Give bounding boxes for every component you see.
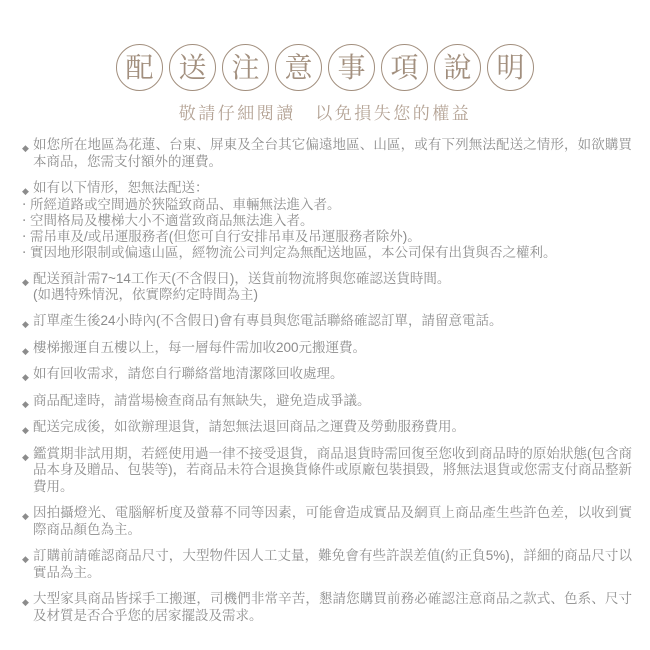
notice-text: 配送完成後，如欲辦理退貨，請恕無法退回商品之運費及勞動服務費用。 — [33, 419, 465, 434]
notice-item — [22, 548, 632, 581]
notice-note: (如遇特殊情況，依實際約定時間為主) — [33, 287, 258, 302]
notice-list — [22, 137, 632, 624]
diamond-bullet-icon: ◆ — [22, 186, 29, 196]
diamond-bullet-icon: ◆ — [22, 372, 29, 382]
title-char-circle: 項 — [381, 44, 428, 91]
title-char-circle: 送 — [169, 44, 216, 91]
diamond-bullet-icon: ◆ — [22, 398, 29, 409]
notice-item — [22, 180, 632, 261]
notice-item — [22, 393, 632, 410]
notice-item — [22, 137, 632, 170]
sub-item-text: 所經道路或空間過於狹隘致商品、車輛無法進入者。 — [30, 196, 341, 212]
notice-item — [22, 591, 632, 624]
notice-item — [22, 366, 632, 383]
page-title — [0, 44, 650, 91]
notice-item — [22, 505, 632, 538]
notice-sub-item — [22, 213, 632, 229]
notice-text: 配送預計需7~14工作天(不含假日)，送貨前物流將與您確認送貨時間。 — [33, 270, 451, 286]
notice-item — [22, 271, 632, 304]
notice-text: 如您所在地區為花蓮、台東、屏東及全台其它偏遠地區、山區，或有下列無法配送之情形，如欲購買本商品，您需支付額外的運費。 — [33, 137, 632, 169]
diamond-bullet-icon: ◆ — [22, 554, 29, 564]
notice-text: 訂購前請確認商品尺寸，大型物件因人工丈量，難免會有些許誤差值(約正負5%)，詳細的商品尺寸以實品為主。 — [33, 548, 632, 580]
notice-text: 樓梯搬運自五樓以上，每一層每件需加收200元搬運費。 — [33, 339, 367, 355]
diamond-bullet-icon: ◆ — [22, 276, 29, 287]
title-char-circle: 意 — [275, 44, 322, 91]
diamond-bullet-icon: ◆ — [22, 345, 29, 356]
dot-bullet-icon: ‧ — [22, 228, 27, 244]
diamond-bullet-icon: ◆ — [22, 511, 29, 521]
notice-text: 如有回收需求，請您自行聯絡當地清潔隊回收處理。 — [33, 366, 344, 381]
dot-bullet-icon: ‧ — [22, 212, 27, 228]
notice-text: 訂單產生後24小時內(不含假日)會有專員與您電話聯絡確認訂單，請留意電話。 — [33, 313, 503, 328]
sub-item-text: 需吊車及/或吊運服務者(但您可自行安排吊車及吊運服務者除外)。 — [30, 228, 421, 244]
notice-sub-item — [22, 245, 632, 261]
page-subtitle: 敬請仔細閱讀 以免損失您的權益 — [178, 104, 472, 123]
notice-item — [22, 446, 632, 496]
diamond-bullet-icon: ◆ — [22, 319, 29, 329]
notice-item — [22, 313, 632, 330]
diamond-bullet-icon: ◆ — [22, 425, 29, 435]
notice-text: 大型家具商品皆採手工搬運，司機們非常辛苦，懇請您購買前務必確認注意商品之款式、色系、尺寸及材質是否合乎您的居家擺設及需求。 — [33, 591, 632, 623]
diamond-bullet-icon: ◆ — [22, 451, 29, 462]
dot-bullet-icon: ‧ — [22, 244, 27, 260]
title-char-circle: 說 — [434, 44, 481, 91]
notice-item — [22, 419, 632, 436]
notice-sub-item — [22, 197, 632, 213]
title-char-circle: 事 — [328, 44, 375, 91]
notice-item — [22, 340, 632, 357]
sub-item-text: 實因地形限制或偏遠山區，經物流公司判定為無配送地區，本公司保有出貨與否之權利。 — [30, 244, 557, 260]
dot-bullet-icon: ‧ — [22, 196, 27, 212]
notice-sub-item — [22, 229, 632, 245]
notice-text: 如有以下情形，恕無法配送： — [33, 180, 209, 195]
title-char-circle: 注 — [222, 44, 269, 91]
page-header — [0, 44, 650, 124]
diamond-bullet-icon: ◆ — [22, 143, 29, 153]
title-char-circle: 配 — [116, 44, 163, 91]
sub-item-text: 空間格局及樓梯大小不適當致商品無法進入者。 — [30, 212, 314, 228]
notice-text: 鑑賞期非試用期，若經使用過一律不接受退貨，商品退貨時需回復至您收到商品時的原始狀態(包含商品本身及贈品、包裝等)，若商品未符合退換貨條件或原廠包裝損毀，將無法退貨或您需支付商品整新費用。 — [33, 445, 632, 494]
notice-text: 因拍攝燈光、電腦解析度及螢幕不同等因素，可能會造成實品及網頁上商品產生些許色差，以收到實際商品顏色為主。 — [33, 505, 632, 537]
diamond-bullet-icon: ◆ — [22, 597, 29, 607]
notice-text: 商品配達時，請當場檢查商品有無缺失，避免造成爭議。 — [33, 392, 371, 408]
title-char-circle: 明 — [487, 44, 534, 91]
